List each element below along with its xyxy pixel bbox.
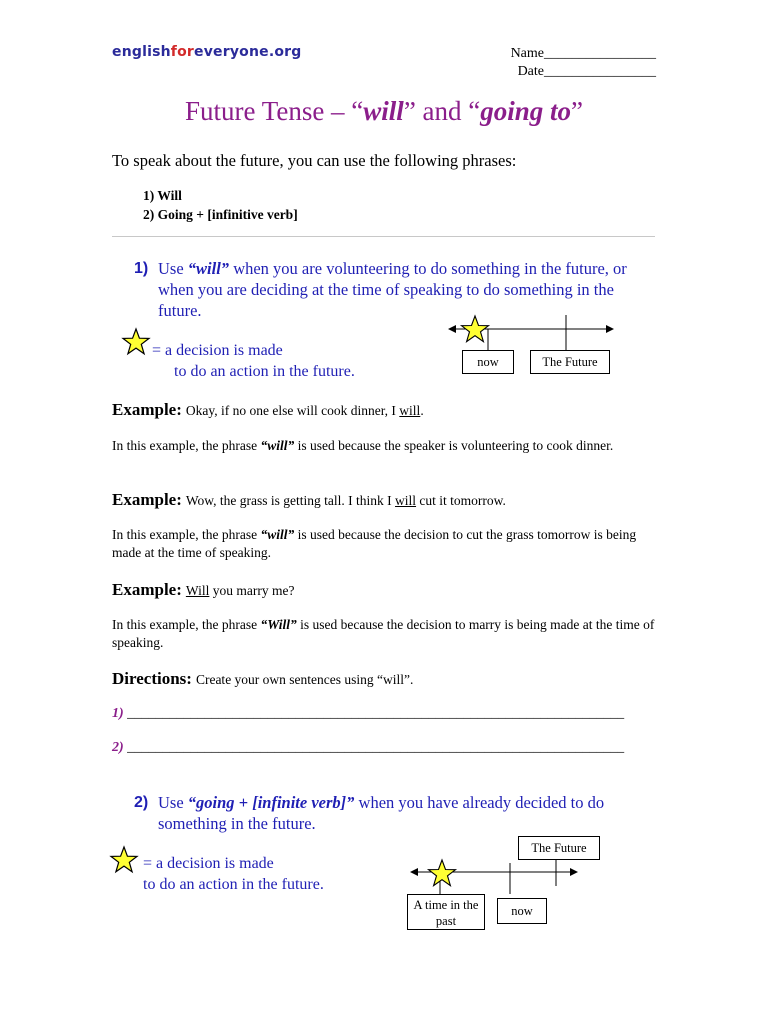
- star-icon: [462, 316, 489, 342]
- answer-number: 2): [112, 740, 124, 755]
- directions-text: Create your own sentences using “will”.: [195, 672, 414, 687]
- timeline-future-box: The Future: [518, 836, 600, 860]
- star-icon: [429, 860, 456, 886]
- star-icon: [122, 328, 150, 356]
- site-logo: [112, 44, 302, 60]
- legend-line1: = a decision is made: [143, 855, 274, 872]
- title-suffix: ”: [571, 96, 584, 126]
- phrase-item: 2) Going + [infinitive verb]: [143, 207, 298, 222]
- timeline-1: [448, 312, 618, 352]
- legend-line2: to do an action in the future.: [174, 363, 355, 380]
- logo-text-for: for: [170, 44, 194, 60]
- section1-keyword: “will”: [187, 259, 230, 278]
- example-2: [112, 490, 506, 510]
- section2-keyword: “going + [infinite verb]”: [187, 793, 355, 812]
- timeline-future-box: The Future: [530, 350, 610, 374]
- example-2-explanation: [112, 526, 662, 562]
- page-title: [0, 96, 768, 127]
- timeline-now-box: now: [462, 350, 514, 374]
- phrase-item: 1) Will: [143, 188, 182, 203]
- name-date-block: [511, 45, 656, 81]
- directions: [112, 669, 413, 689]
- arrow-right-icon: [606, 325, 614, 333]
- section2-legend: [143, 853, 324, 895]
- title-mid: ” and “: [403, 96, 481, 126]
- explain-text: In this example, the phrase: [112, 617, 261, 632]
- example-underlined: Will: [185, 583, 210, 598]
- section2-description: [158, 792, 650, 834]
- timeline-2: [410, 858, 582, 898]
- explain-text: is used because the speaker is volunteering to cook dinner.: [294, 438, 614, 453]
- example-3-explanation: [112, 616, 662, 652]
- timeline-past-box: A time in the past: [407, 894, 485, 930]
- legend-line2: to do an action in the future.: [143, 876, 324, 893]
- explain-text: In this example, the phrase: [112, 438, 261, 453]
- example-text: Wow, the grass is getting tall. I think I: [185, 493, 396, 508]
- section1-text-post: when you are volunteering to do something in the future, or when you are deciding at the time of speaking to do something in the future.: [158, 259, 627, 320]
- example-label: Example:: [112, 580, 182, 599]
- section1-text-pre: Use: [158, 259, 188, 278]
- answer-blank[interactable]: _______________________________________________________________________: [127, 706, 625, 721]
- intro-text: To speak about the future, you can use the following phrases:: [112, 151, 517, 170]
- answer-line-2[interactable]: [112, 740, 624, 756]
- example-3: [112, 580, 294, 600]
- title-going-to: going to: [480, 96, 572, 126]
- example-label: Example:: [112, 490, 182, 509]
- answer-blank[interactable]: _______________________________________________________________________: [127, 740, 625, 755]
- star-icon: [110, 846, 138, 874]
- name-field[interactable]: Name________________: [510, 46, 656, 61]
- example-label: Example:: [112, 400, 182, 419]
- arrow-left-icon: [410, 868, 418, 876]
- phrase-list: [143, 186, 298, 224]
- explain-key: “Will”: [260, 617, 297, 632]
- explain-key: “will”: [260, 438, 295, 453]
- example-underlined: will: [395, 493, 417, 508]
- title-will: will: [363, 96, 404, 126]
- arrow-left-icon: [448, 325, 456, 333]
- example-1-explanation: [112, 437, 662, 455]
- logo-text-everyone: everyone.org: [194, 44, 302, 60]
- answer-line-1[interactable]: [112, 706, 624, 722]
- section1-number: 1): [134, 260, 149, 277]
- legend-line1: = a decision is made: [152, 342, 283, 359]
- explain-text: is used because the decision to marry is being made at the time of speaking.: [112, 617, 655, 650]
- title-prefix: Future Tense – “: [184, 96, 364, 126]
- logo-text-english: english: [112, 44, 171, 60]
- section2-text-pre: Use: [158, 793, 188, 812]
- example-text: Okay, if no one else will cook dinner, I: [185, 403, 400, 418]
- section2-number: 2): [134, 794, 149, 811]
- arrow-right-icon: [570, 868, 578, 876]
- answer-number: 1): [112, 706, 124, 721]
- section2-text-post: when you have already decided to do something in the future.: [158, 793, 605, 833]
- example-text: cut it tomorrow.: [416, 493, 506, 508]
- example-1: [112, 400, 424, 420]
- directions-label: Directions:: [112, 669, 192, 688]
- explain-text: is used because the decision to cut the grass tomorrow is being made at the time of speaking.: [112, 527, 637, 560]
- example-underlined: will: [399, 403, 421, 418]
- example-text: .: [420, 403, 424, 418]
- date-field[interactable]: Date________________: [517, 64, 656, 79]
- section1-legend: [152, 340, 355, 382]
- divider: [112, 236, 655, 237]
- explain-key: “will”: [260, 527, 295, 542]
- explain-text: In this example, the phrase: [112, 527, 261, 542]
- example-text: you marry me?: [209, 583, 295, 598]
- timeline-now-box: now: [497, 898, 547, 924]
